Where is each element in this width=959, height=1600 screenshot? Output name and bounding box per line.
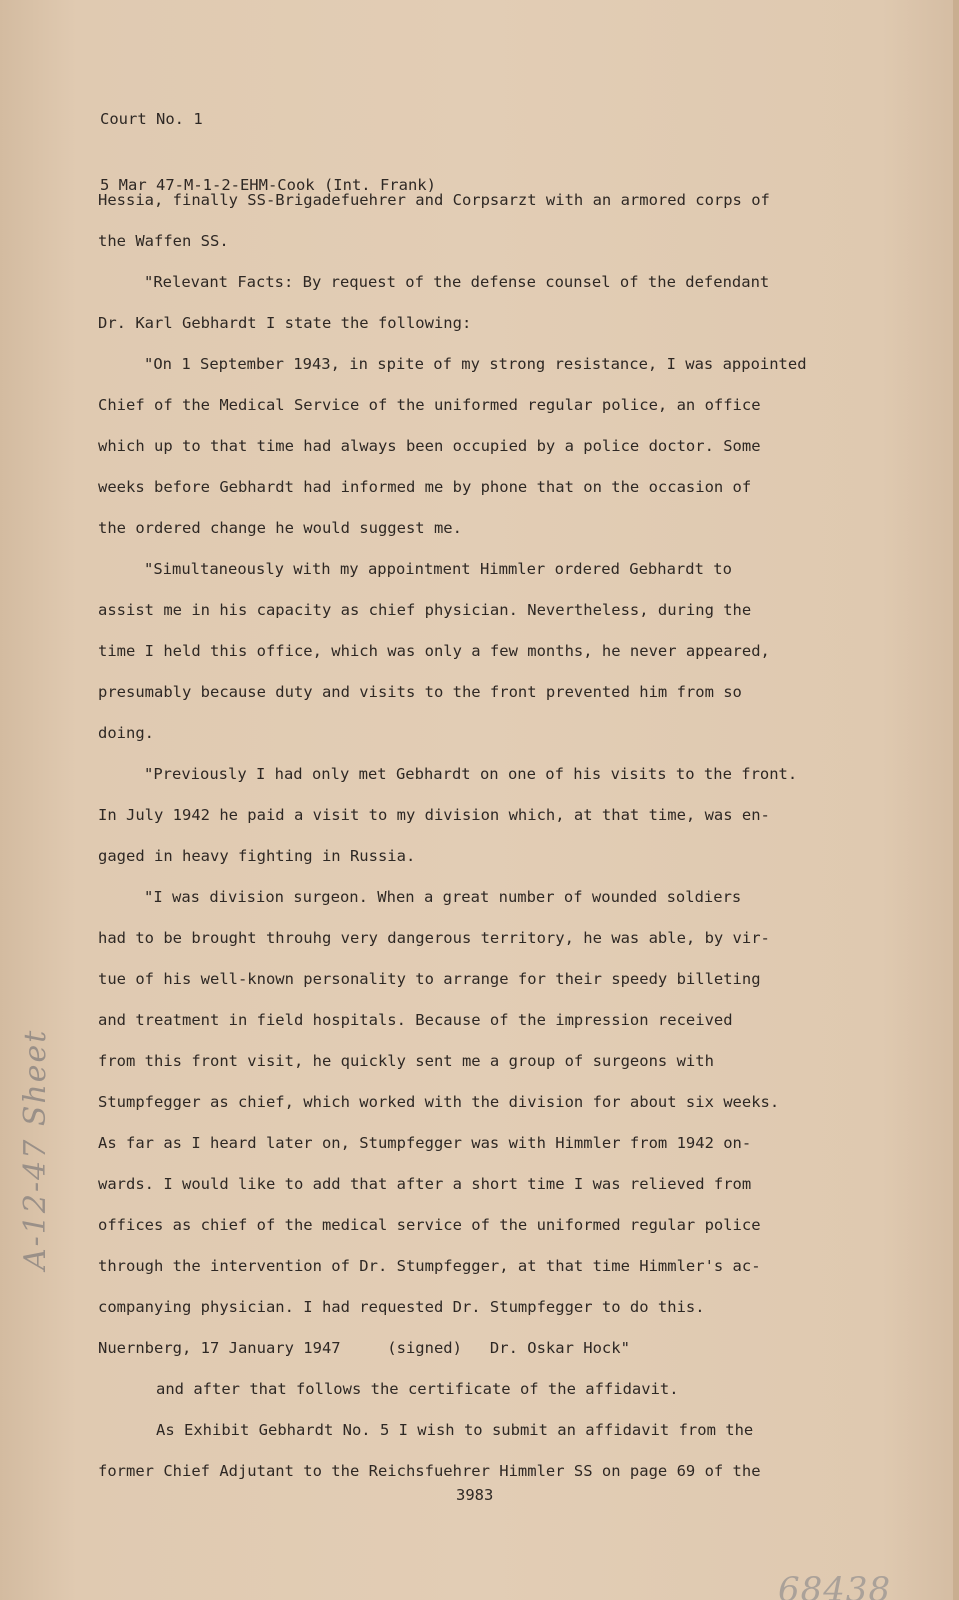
text-line: "I was division surgeon. When a great number of wounded soldiers — [144, 888, 742, 906]
text-line: "On 1 September 1943, in spite of my strong resistance, I was appointed — [144, 355, 807, 373]
text-line: presumably because duty and visits to the front prevented him from so — [98, 683, 742, 701]
text-line: wards. I would like to add that after a short time I was relieved from — [98, 1175, 752, 1193]
text-line: former Chief Adjutant to the Reichsfuehrer Himmler SS on page 69 of the — [98, 1462, 761, 1480]
text-line: and after that follows the certificate of the affidavit. — [156, 1380, 679, 1398]
text-line: In July 1942 he paid a visit to my division which, at that time, was en- — [98, 806, 770, 824]
text-line: gaged in heavy fighting in Russia. — [98, 847, 416, 865]
text-line: As far as I heard later on, Stumpfegger was with Himmler from 1942 on- — [98, 1134, 752, 1152]
handwritten-stamp-number: 68438 — [778, 1570, 892, 1600]
text-line: through the intervention of Dr. Stumpfegger, at that time Himmler's ac- — [98, 1257, 761, 1275]
text-line: the Waffen SS. — [98, 232, 229, 250]
text-line: As Exhibit Gebhardt No. 5 I wish to submit an affidavit from the — [156, 1421, 754, 1439]
handwritten-side-note: A-12-47 Sheet — [18, 1028, 53, 1270]
text-line: Dr. Karl Gebhardt I state the following: — [98, 314, 472, 332]
text-line: time I held this office, which was only a few months, he never appeared, — [98, 642, 770, 660]
text-line: "Relevant Facts: By request of the defense counsel of the defendant — [144, 273, 770, 291]
text-line: Hessia, finally SS-Brigadefuehrer and Corpsarzt with an armored corps of — [98, 191, 770, 209]
text-line: tue of his well-known personality to arrange for their speedy billeting — [98, 970, 761, 988]
text-line: and treatment in field hospitals. Because of the impression received — [98, 1011, 733, 1029]
text-line: "Simultaneously with my appointment Himmler ordered Gebhardt to — [144, 560, 732, 578]
text-line: weeks before Gebhardt had informed me by phone that on the occasion of — [98, 478, 752, 496]
text-line: offices as chief of the medical service of the uniformed regular police — [98, 1216, 761, 1234]
text-line: "Previously I had only met Gebhardt on one of his visits to the front. — [144, 765, 798, 783]
text-line: companying physician. I had requested Dr. Stumpfegger to do this. — [98, 1298, 705, 1316]
text-line: Chief of the Medical Service of the uniformed regular police, an office — [98, 396, 761, 414]
signature-line: Nuernberg, 17 January 1947 (signed) Dr. Oskar Hock" — [98, 1339, 630, 1357]
text-line: Stumpfegger as chief, which worked with the division for about six weeks. — [98, 1093, 780, 1111]
text-line: from this front visit, he quickly sent me a group of surgeons with — [98, 1052, 714, 1070]
text-line: assist me in his capacity as chief physician. Nevertheless, during the — [98, 601, 752, 619]
page-edge — [953, 0, 959, 1600]
page-number: 3983 — [456, 1486, 494, 1504]
court-line: Court No. 1 — [100, 110, 203, 128]
text-line: doing. — [98, 724, 154, 742]
session-line: 5 Mar 47-M-1-2-EHM-Cook (Int. Frank) — [100, 176, 436, 194]
text-line: had to be brought throuhg very dangerous territory, he was able, by vir- — [98, 929, 770, 947]
text-line: which up to that time had always been occupied by a police doctor. Some — [98, 437, 761, 455]
transcript-body — [98, 180, 878, 1492]
text-line: the ordered change he would suggest me. — [98, 519, 462, 537]
